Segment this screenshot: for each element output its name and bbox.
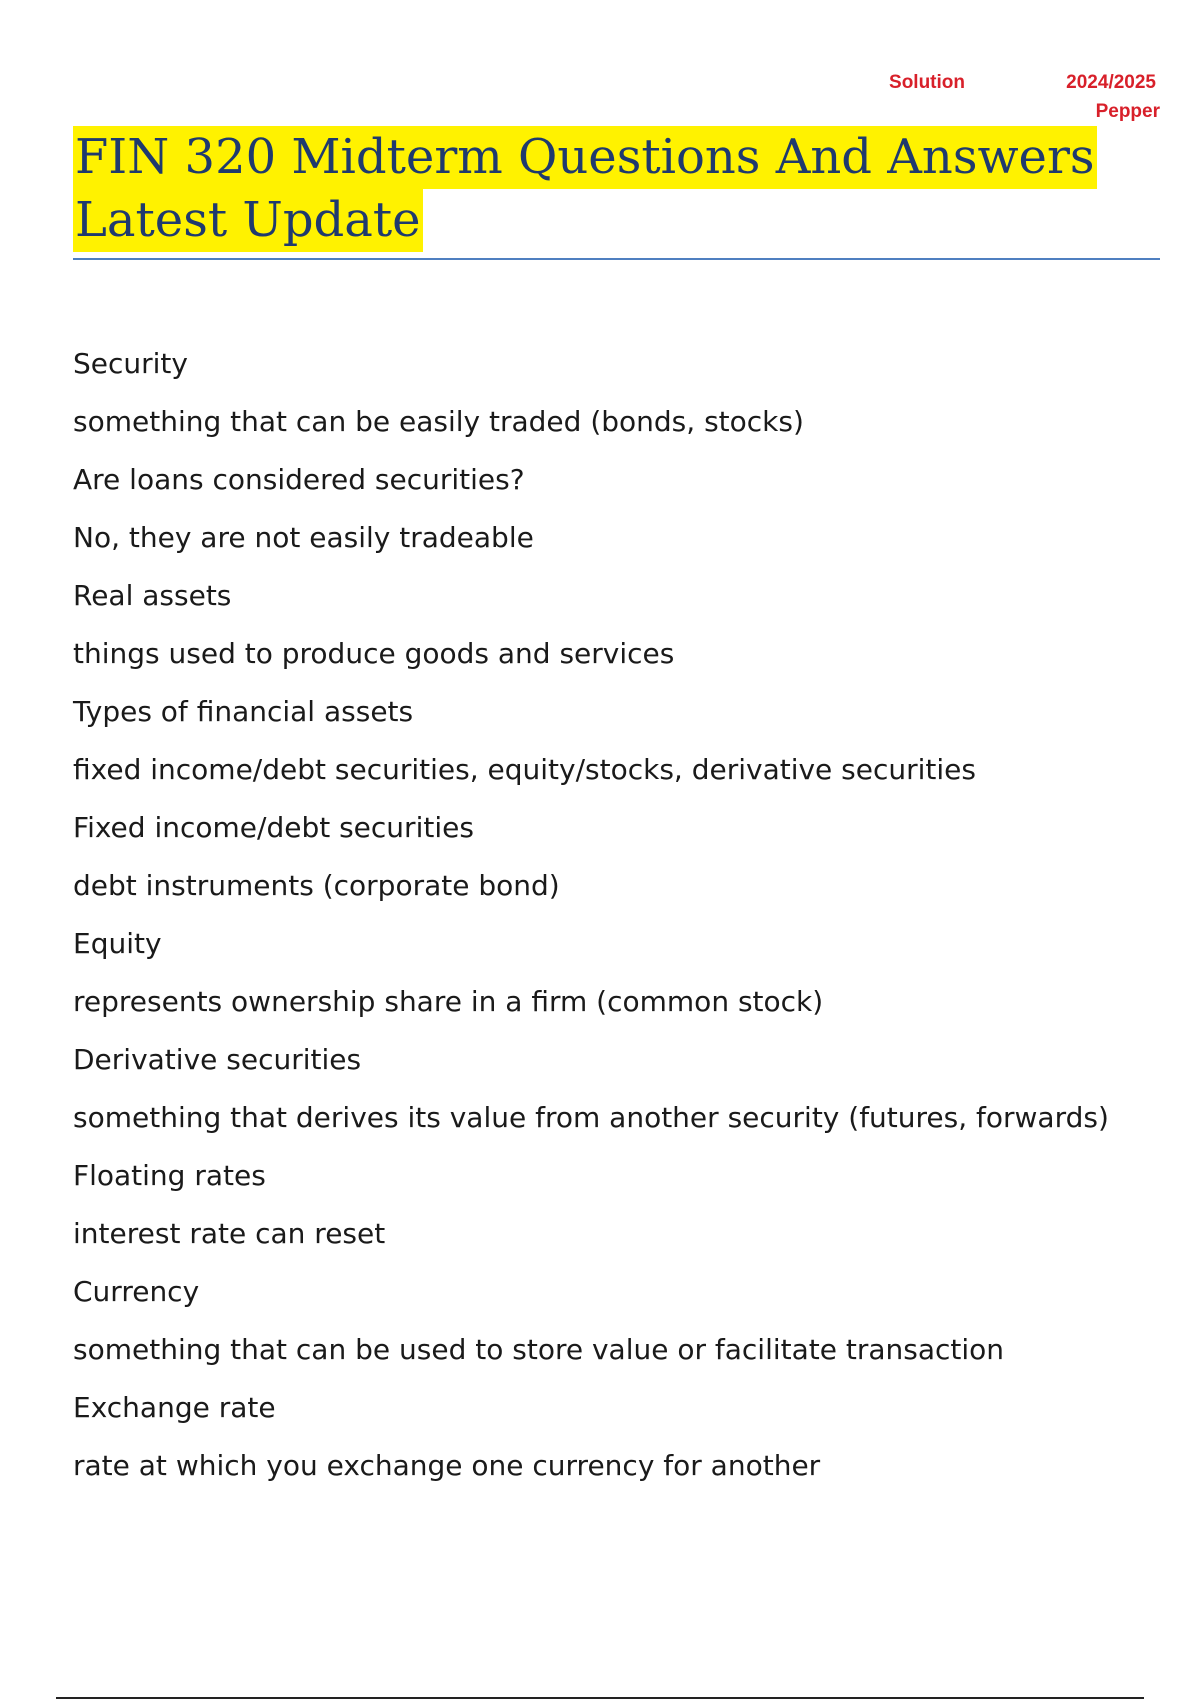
- question-line: Floating rates: [73, 1159, 266, 1192]
- answer-line: something that derives its value from another security (futures, forwards): [73, 1101, 1109, 1134]
- header-label: Solution: [889, 72, 965, 93]
- question-line: Are loans considered securities?: [73, 463, 525, 496]
- answer-line: something that can be easily traded (bonds, stocks): [73, 405, 804, 438]
- question-line: Derivative securities: [73, 1043, 362, 1076]
- question-line: Fixed income/debt securities: [73, 811, 474, 844]
- title-divider: [73, 258, 1160, 260]
- answer-line: interest rate can reset: [73, 1217, 386, 1250]
- question-line: Real assets: [73, 579, 232, 612]
- answer-line: things used to produce goods and services: [73, 637, 675, 670]
- title-line-1: FIN 320 Midterm Questions And Answers: [73, 126, 1097, 189]
- title-line-2: Latest Update: [73, 189, 423, 252]
- document-title: [73, 126, 1095, 252]
- header-year: 2024/2025: [1066, 72, 1156, 93]
- header-author: Pepper: [1095, 101, 1160, 122]
- question-line: Types of financial assets: [73, 695, 414, 728]
- footer-divider: [56, 1697, 1144, 1699]
- question-line: Security: [73, 347, 188, 380]
- question-line: Currency: [73, 1275, 200, 1308]
- answer-line: debt instruments (corporate bond): [73, 869, 560, 902]
- answer-line: fixed income/debt securities, equity/stocks, derivative securities: [73, 753, 976, 786]
- answer-line: rate at which you exchange one currency for another: [73, 1449, 821, 1482]
- question-line: Exchange rate: [73, 1391, 276, 1424]
- answer-line: represents ownership share in a firm (common stock): [73, 985, 824, 1018]
- answer-line: something that can be used to store value or facilitate transaction: [73, 1333, 1005, 1366]
- answer-line: No, they are not easily tradeable: [73, 521, 534, 554]
- qa-list: [73, 340, 1173, 1500]
- document-header: [860, 72, 1160, 132]
- question-line: Equity: [73, 927, 162, 960]
